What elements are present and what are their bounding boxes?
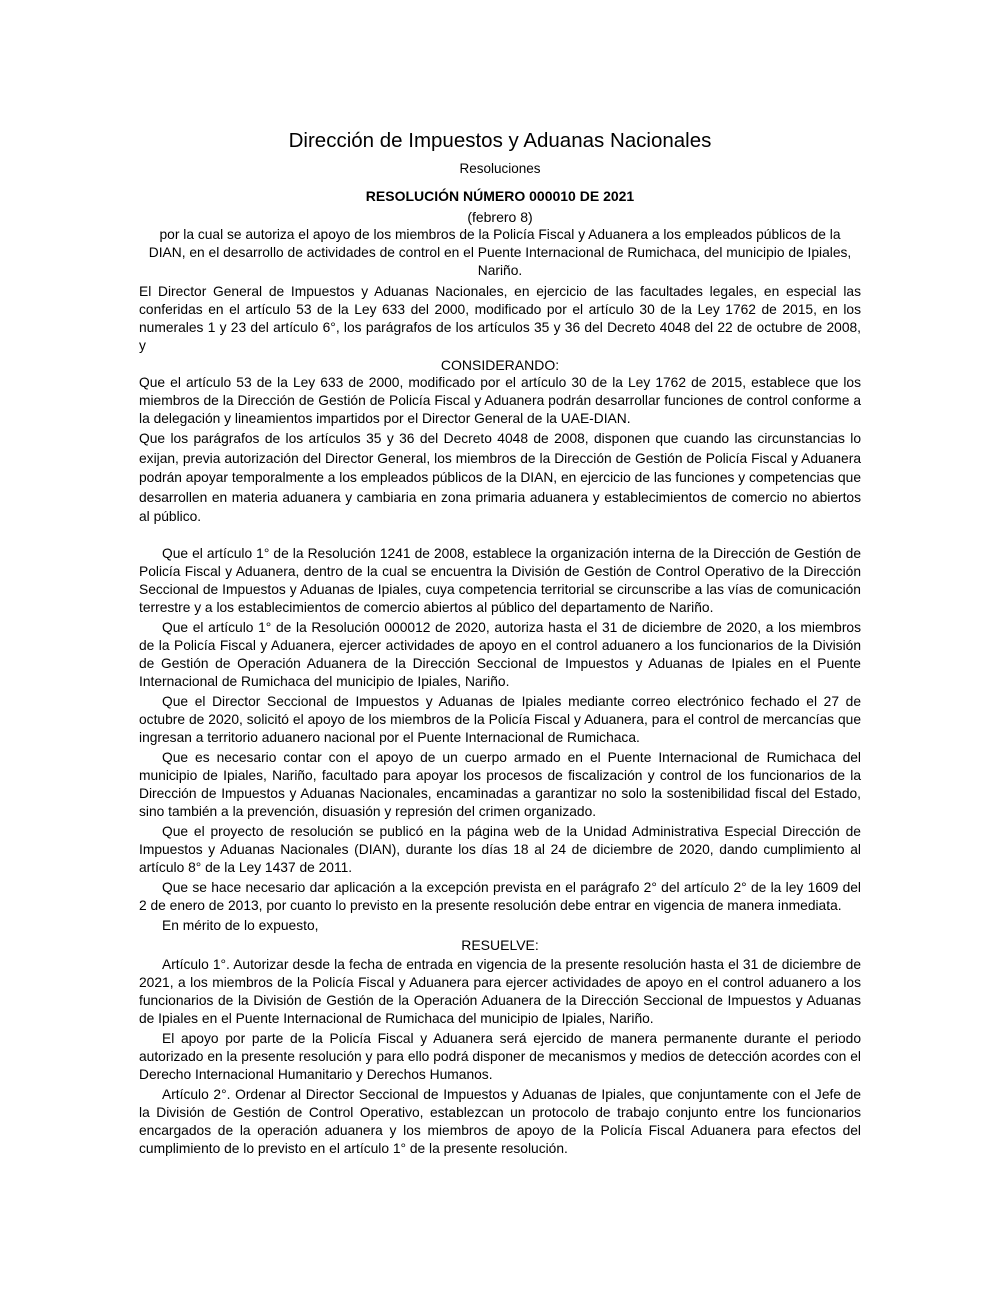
considerando-item: Que el Director Seccional de Impuestos y Aduanas de Ipiales mediante correo electrónico fechado el 27 de octubre de 2020, solicitó el apoyo de los miembros de la Policía Fiscal y Aduanera, para el control de mercancías que ingresan a territorio aduanero nacional por el Puente Internacional de Rumichaca. bbox=[139, 693, 861, 745]
considerando-item: Que el artículo 1° de la Resolución 000012 de 2020, autoriza hasta el 31 de diciembre de 2020, a los miembros de la Policía Fiscal y Aduanera, ejercer actividades de apoyo en el control aduanero a los funcionarios de la División de Gestión de Operación Aduanera de la Dirección Seccional de Impuestos y Aduanas de Ipiales en el Puente Internacional de Rumichaca del municipio de Ipiales, Nariño. bbox=[139, 619, 861, 689]
considerando-item: Que el proyecto de resolución se publicó en la página web de la Unidad Administrativa Especial Dirección de Impuestos y Aduanas Nacionales (DIAN), durante los días 18 al 24 de diciembre de 2020, dando cumplimiento al artículo 8° de la Ley 1437 de 2011. bbox=[139, 823, 861, 875]
resuelve-article-1-detail: El apoyo por parte de la Policía Fiscal y Aduanera será ejercido de manera permanente durante el periodo autorizado en la presente resolución y para ello podrá disponer de mecanismos y medios de detección acordes con el Derecho Internacional Humanitario y Derechos Humanos. bbox=[139, 1030, 861, 1082]
resolution-subject: por la cual se autoriza el apoyo de los miembros de la Policía Fiscal y Aduanera a los empleados públicos de la DIAN, en el desarrollo de actividades de control en el Puente Internacional de Rumichaca, del municipio de Ipiales, Nariño. bbox=[148, 227, 852, 278]
considerando-closing: En mérito de lo expuesto, bbox=[162, 917, 319, 933]
considerando-paragraph-2: Que los parágrafos de los artículos 35 y 36 del Decreto 4048 de 2008, disponen que cuando las circunstancias lo exijan, previa autorización del Director General, los miembros de la Dirección de Gestión de Policía Fiscal y Aduanera podrán apoyar temporalmente a los empleados públicos de la DIAN, en ejercicio de las funciones y competencias que desarrollen en materia aduanera y cambiaria en zona primaria aduanera y establecimientos de comercio no abiertos al público. bbox=[139, 431, 861, 524]
resolution-date: (febrero 8) bbox=[467, 209, 533, 225]
considerando-paragraph-1: Que el artículo 53 de la Ley 633 de 2000, modificado por el artículo 30 de la Ley 1762 de 2015, establece que los miembros de la Dirección de Gestión de Policía Fiscal y Aduanera podrán desarrollar funciones de control conforme a la delegación y lineamientos impartidos por el Director General de la UAE-DIAN. bbox=[139, 375, 861, 426]
considerando-item: Que el artículo 1° de la Resolución 1241 de 2008, establece la organización interna de la Dirección de Gestión de Policía Fiscal y Aduanera, dentro de la cual se encuentra la División de Gestión de Control Operativo de la Dirección Seccional de Impuestos y Aduanas de Ipiales, cuya competencia territorial se circunscribe a las vías de comunicación terrestre y a los establecimientos de comercio abiertos al público del departamento de Nariño. bbox=[139, 545, 861, 615]
document-page bbox=[139, 128, 861, 1158]
considerando-heading: CONSIDERANDO: bbox=[440, 357, 560, 373]
paragraph-spacer bbox=[139, 527, 861, 545]
preamble-paragraph: El Director General de Impuestos y Aduanas Nacionales, en ejercicio de las facultades legales, en especial las conferidas en el artículo 53 de la Ley 633 del 2000, modificado por el artículo 30 de la Ley 1762 de 2015, en los numerales 1 y 23 del artículo 6°, los parágrafos de los artículos 35 y 36 del Decreto 4048 del 22 de octubre de 2008, y bbox=[139, 284, 861, 353]
resolution-number: RESOLUCIÓN NÚMERO 000010 DE 2021 bbox=[365, 188, 635, 204]
considerando-item: Que se hace necesario dar aplicación a la excepción prevista en el parágrafo 2° del artículo 2° de la ley 1609 del 2 de enero de 2013, por cuanto lo previsto en la presente resolución debe entrar en vigencia de manera inmediata. bbox=[139, 879, 861, 913]
resuelve-heading: RESUELVE: bbox=[461, 936, 539, 953]
section-label: Resoluciones bbox=[459, 161, 541, 176]
resuelve-article-1: Artículo 1°. Autorizar desde la fecha de entrada en vigencia de la presente resolución hasta el 31 de diciembre de 2021, a los miembros de la Policía Fiscal y Aduanera para ejercer actividades de apoyo en el control aduanero a los funcionarios de la División de Gestión de la Operación Aduanera de la Dirección Seccional de Impuestos y Aduanas de Ipiales en el Puente Internacional de Rumichaca del municipio de Ipiales, Nariño. bbox=[139, 956, 861, 1026]
resuelve-article-2: Artículo 2°. Ordenar al Director Seccional de Impuestos y Aduanas de Ipiales, que conjuntamente con el Jefe de la División de Gestión de Control Operativo, establezcan un protocolo de trabajo conjunto entre los funcionarios encargados de la operación aduanera y los miembros de apoyo de la Policía Fiscal Aduanera para efectos del cumplimiento de lo previsto en el artículo 1° de la presente resolución. bbox=[139, 1086, 861, 1156]
considerando-item: Que es necesario contar con el apoyo de un cuerpo armado en el Puente Internacional de Rumichaca del municipio de Ipiales, Nariño, facultado para apoyar los procesos de fiscalización y control de los funcionarios de la Dirección de Impuestos y Aduanas Nacionales, encaminadas a garantizar no solo la sostenibilidad fiscal del Estado, sino también a la prevención, disuasión y represión del crimen organizado. bbox=[139, 749, 861, 819]
organization-title: Dirección de Impuestos y Aduanas Nacionales bbox=[288, 129, 712, 152]
